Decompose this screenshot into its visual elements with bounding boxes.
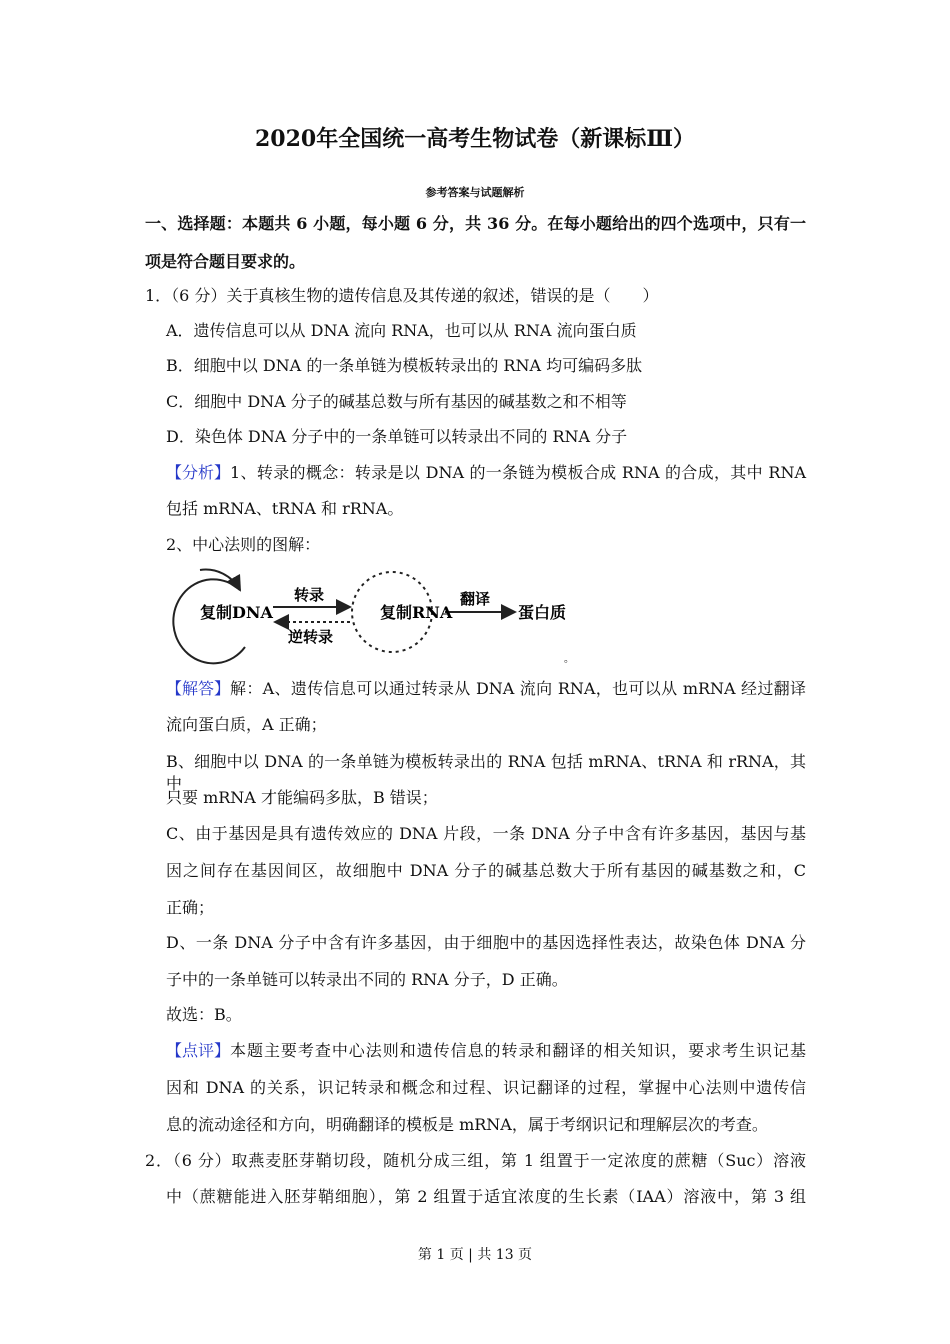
answer-text: 流向蛋白质，A 正确； — [166, 715, 327, 734]
question-2-stem: 2．（6 分）取燕麦胚芽鞘切段，随机分成三组，第 1 组置于一定浓度的蔗糖（Suc）溶液 — [145, 1151, 806, 1170]
label-transcription: 转录 — [294, 586, 325, 604]
comment-tag: 【点评】 — [166, 1041, 231, 1060]
label-replicate-rna: 复制RNA — [380, 603, 453, 622]
label-replicate-dna: 复制DNA — [200, 603, 273, 622]
option-a: A．遗传信息可以从 DNA 流向 RNA，也可以从 RNA 流向蛋白质 — [166, 321, 637, 340]
section-heading-cont: 项是符合题目要求的。 — [145, 252, 306, 271]
answer-text: C、由于基因是具有遗传效应的 DNA 片段，一条 DNA 分子中含有许多基因，基因与基 — [166, 824, 806, 843]
page-footer: 第 1 页 | 共 13 页 — [417, 1247, 533, 1263]
section-heading: 一、选择题：本题共 6 小题，每小题 6 分，共 36 分。在每小题给出的四个选项中，只有一 — [145, 214, 806, 233]
label-reverse-transcription: 逆转录 — [288, 628, 334, 646]
analysis-text: 包括 mRNA、tRNA 和 rRNA。 — [166, 499, 404, 518]
comment-text: 因和 DNA 的关系，识记转录和概念和过程、识记翻译的过程，掌握中心法则中遗传信 — [166, 1078, 806, 1097]
comment-line — [166, 1040, 806, 1062]
answer-choice: 故选：B。 — [166, 1005, 242, 1024]
answer-text: 只要 mRNA 才能编码多肽，B 错误； — [166, 788, 438, 807]
comment-text: 息的流动途径和方向，明确翻译的模板是 mRNA，属于考纲识记和理解层次的考查。 — [166, 1115, 768, 1134]
page-subtitle: 参考答案与试题解析 — [425, 186, 525, 199]
answer-text: 子中的一条单链可以转录出不同的 RNA 分子，D 正确。 — [166, 970, 568, 989]
diagram-period: 。 — [564, 654, 574, 665]
answer-tag: 【解答】 — [166, 679, 231, 698]
answer-text: B、细胞中以 DNA 的一条单链为模板转录出的 RNA 包括 mRNA、tRNA 和 rRNA，其中 — [166, 752, 806, 793]
option-b: B．细胞中以 DNA 的一条单链为模板转录出的 RNA 均可编码多肽 — [166, 356, 643, 375]
option-d: D．染色体 DNA 分子中的一条单链可以转录出不同的 RNA 分子 — [166, 427, 628, 446]
answer-line — [166, 678, 806, 700]
analysis-line — [166, 462, 806, 484]
answer-text: 因之间存在基因间区，故细胞中 DNA 分子的碱基总数大于所有基因的碱基数之和，C — [166, 861, 806, 880]
option-c: C．细胞中 DNA 分子的碱基总数与所有基因的碱基数之和不相等 — [166, 392, 627, 411]
page-title: 2020年全国统一高考生物试卷（新课标Ⅲ） — [254, 126, 696, 152]
question-1-stem: 1．（6 分）关于真核生物的遗传信息及其传递的叙述，错误的是（ ） — [145, 286, 659, 305]
analysis-text: 1、转录的概念：转录是以 DNA 的一条链为模板合成 RNA 的合成，其中 RNA — [230, 463, 806, 482]
label-translation: 翻译 — [460, 590, 491, 608]
analysis-text: 2、中心法则的图解： — [166, 535, 321, 554]
answer-text: 正确； — [166, 898, 215, 917]
question-2-stem-cont: 中（蔗糖能进入胚芽鞘细胞），第 2 组置于适宜浓度的生长素（IAA）溶液中，第 3 组 — [166, 1187, 806, 1206]
central-dogma-diagram — [160, 562, 580, 672]
label-protein: 蛋白质 — [518, 603, 567, 622]
analysis-tag: 【分析】 — [166, 463, 231, 482]
answer-text: D、一条 DNA 分子中含有许多基因，由于细胞中的基因选择性表达，故染色体 DNA 分 — [166, 933, 806, 952]
answer-text: 解：A、遗传信息可以通过转录从 DNA 流向 RNA，也可以从 mRNA 经过翻译 — [230, 679, 806, 698]
comment-text: 本题主要考查中心法则和遗传信息的转录和翻译的相关知识，要求考生识记基 — [230, 1041, 806, 1060]
